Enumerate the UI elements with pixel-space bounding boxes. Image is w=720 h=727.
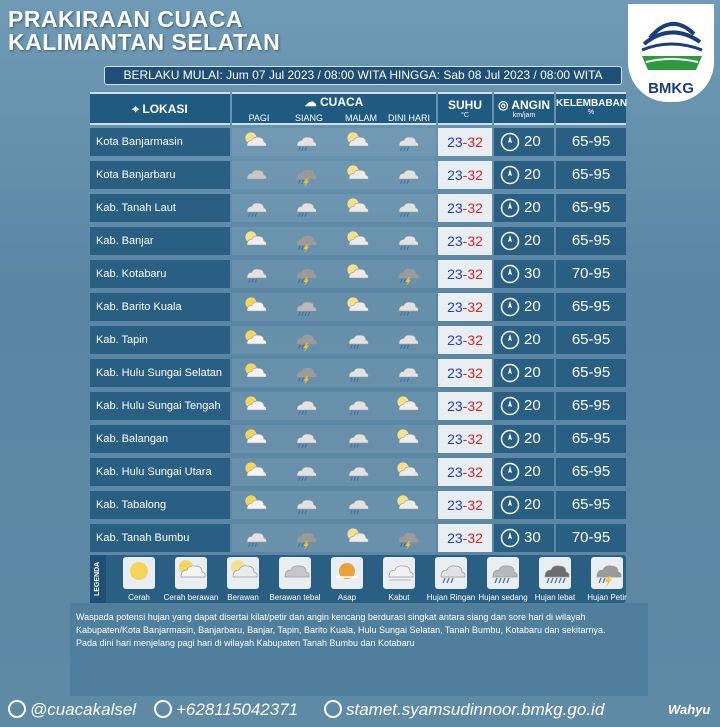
cerah-icon: [123, 557, 155, 589]
temperature: 23-32: [438, 359, 492, 387]
title-line-2: KALIMANTAN SELATAN: [8, 29, 281, 55]
table-row: [90, 293, 626, 321]
temp-min: 23: [447, 167, 463, 183]
location-name: Kab. Balangan: [90, 425, 230, 453]
legend-label: Hujan lebat: [534, 593, 576, 602]
table-row: [90, 524, 626, 552]
wind-speed: [494, 227, 554, 255]
weather-icons: [232, 458, 436, 486]
hujan-petir-icon: [290, 262, 320, 286]
hujan-petir-icon: [392, 526, 422, 550]
wind-direction-icon: [500, 429, 520, 449]
legend: [90, 555, 626, 603]
berawan-tebal-icon: [279, 557, 311, 589]
legend-item: [580, 557, 634, 603]
cerah-berawan-icon: [240, 427, 270, 451]
humidity: 65-95: [556, 293, 626, 321]
temperature: 23-32: [438, 161, 492, 189]
wind-direction-icon: [500, 231, 520, 251]
temp-min: 23: [447, 233, 463, 249]
whatsapp-icon: [154, 700, 172, 718]
wind-value: 30: [524, 529, 541, 546]
temp-min: 23: [447, 134, 463, 150]
temp-min: 23: [447, 299, 463, 315]
weather-icons: [232, 161, 436, 189]
validity-period: BERLAKU MULAI: Jum 07 Jul 2023 / 08:00 WITA HINGGA: Sab 08 Jul 2023 / 08:00 WITA: [104, 66, 622, 85]
temp-min: 23: [447, 431, 463, 447]
header-angin-label: ANGIN: [511, 98, 551, 112]
location-name: Kab. Hulu Sungai Selatan: [90, 359, 230, 387]
cerah-berawan-icon: [240, 493, 270, 517]
table-row: [90, 227, 626, 255]
temperature: 23-32: [438, 293, 492, 321]
wind-speed: [494, 161, 554, 189]
legend-label: Hujan sedang: [478, 593, 528, 602]
wind-direction-icon: [500, 462, 520, 482]
wind-direction-icon: [500, 330, 520, 350]
hujan-petir-icon: [290, 328, 320, 352]
humidity: 65-95: [556, 161, 626, 189]
humidity: 65-95: [556, 326, 626, 354]
location-name: Kota Banjarmasin: [90, 128, 230, 156]
hujan-ringan-icon: [392, 361, 422, 385]
hujan-ringan-icon: [392, 328, 422, 352]
table-row: [90, 128, 626, 156]
wind-speed: [494, 491, 554, 519]
header-angin-unit: km/jam: [512, 112, 536, 119]
wind-speed: [494, 392, 554, 420]
berawan-icon: [342, 163, 372, 187]
wind-speed: [494, 260, 554, 288]
humidity: 65-95: [556, 359, 626, 387]
legend-label: Cerah: [128, 593, 150, 602]
wind-icon: ◎: [497, 98, 509, 112]
hujan-ringan-icon: [290, 427, 320, 451]
berawan-icon: [240, 229, 270, 253]
legend-label: Kabut: [388, 593, 410, 602]
hujan-ringan-icon: [342, 394, 372, 418]
bmkg-logo-label: BMKG: [648, 80, 694, 97]
temp-min: 23: [447, 497, 463, 513]
legend-label: Asap: [337, 593, 357, 602]
hujan-ringan-icon: [342, 328, 372, 352]
legend-label: Cerah berawan: [163, 593, 219, 602]
location-pin-icon: ⌖: [132, 102, 140, 116]
hujan-ringan-icon: [290, 493, 320, 517]
hujan-ringan-icon: [392, 196, 422, 220]
hujan-ringan-icon: [435, 557, 467, 589]
temp-max: 32: [467, 167, 483, 183]
cerah-berawan-icon: [240, 394, 270, 418]
footer-phone[interactable]: [154, 700, 298, 720]
table-row: [90, 326, 626, 354]
berawan-icon: [240, 130, 270, 154]
berawan-icon: [392, 460, 422, 484]
temperature: 23-32: [438, 227, 492, 255]
temp-min: 23: [447, 266, 463, 282]
location-name: Kab. Tanah Laut: [90, 194, 230, 222]
temperature: 23-32: [438, 260, 492, 288]
berawan-tebal-icon: [240, 163, 270, 187]
wind-direction-icon: [500, 264, 520, 284]
cerah-berawan-icon: [240, 361, 270, 385]
berawan-icon: [342, 295, 372, 319]
legend-label: Berawan tebal: [269, 593, 321, 602]
hujan-petir-icon: [290, 163, 320, 187]
hujan-ringan-icon: [240, 526, 270, 550]
humidity: 70-95: [556, 524, 626, 552]
humidity: 65-95: [556, 491, 626, 519]
location-name: Kab. Hulu Sungai Utara: [90, 458, 230, 486]
warning-line-2: Kabupaten/Kota Banjarmasin, Banjarbaru, Banjar, Tapin, Barito Kuala, Hulu Sungai Selatan, Tanah Bumbu, Kotabaru dan sekitarnya.: [76, 625, 606, 635]
footer-instagram[interactable]: [8, 700, 136, 720]
wind-speed: [494, 326, 554, 354]
wind-value: 20: [524, 463, 541, 480]
temperature: 23-32: [438, 128, 492, 156]
hujan-ringan-icon: [290, 130, 320, 154]
temp-max: 32: [467, 332, 483, 348]
period-malam: MALAM: [344, 113, 377, 123]
title-line-1: PRAKIRAAN CUACA: [8, 6, 243, 32]
berawan-icon: [342, 526, 372, 550]
asap-icon: [331, 557, 363, 589]
humidity: 65-95: [556, 458, 626, 486]
temp-max: 32: [467, 365, 483, 381]
cerah-berawan-icon: [240, 295, 270, 319]
cerah-berawan-icon: [240, 328, 270, 352]
website-url: stamet.syamsudinnoor.bmkg.go.id: [346, 700, 605, 719]
wind-speed: [494, 128, 554, 156]
location-name: Kab. Tanah Bumbu: [90, 524, 230, 552]
weather-icons: [232, 326, 436, 354]
table-row: [90, 425, 626, 453]
cloud-icon: ☁: [304, 95, 317, 109]
berawan-icon: [392, 493, 422, 517]
table-row: [90, 260, 626, 288]
temp-max: 32: [467, 530, 483, 546]
weather-icons: [232, 227, 436, 255]
hujan-ringan-icon: [240, 196, 270, 220]
wind-value: 20: [524, 430, 541, 447]
wind-value: 20: [524, 199, 541, 216]
table-row: [90, 161, 626, 189]
table-row: [90, 458, 626, 486]
temperature: 23-32: [438, 524, 492, 552]
temperature: 23-32: [438, 326, 492, 354]
header-kelembaban: [556, 92, 626, 125]
wind-direction-icon: [500, 495, 520, 515]
weather-icons: [232, 260, 436, 288]
berawan-icon: [392, 394, 422, 418]
hujan-ringan-icon: [342, 361, 372, 385]
kabut-icon: [383, 557, 415, 589]
humidity: 65-95: [556, 392, 626, 420]
header-cuaca: [232, 92, 436, 125]
footer-website[interactable]: [324, 700, 604, 720]
weather-icons: [232, 359, 436, 387]
header-suhu: [438, 92, 492, 125]
wind-direction-icon: [500, 528, 520, 548]
instagram-handle: @cuacakalsel: [30, 700, 137, 719]
hujan-ringan-icon: [392, 130, 422, 154]
temp-max: 32: [467, 398, 483, 414]
hujan-ringan-icon: [290, 460, 320, 484]
weather-icons: [232, 293, 436, 321]
berawan-icon: [227, 557, 259, 589]
temperature: 23-32: [438, 392, 492, 420]
hujan-ringan-icon: [392, 295, 422, 319]
header-lokasi-label: LOKASI: [142, 102, 188, 116]
wind-speed: [494, 194, 554, 222]
wind-speed: [494, 458, 554, 486]
wind-speed: [494, 293, 554, 321]
weather-icons: [232, 128, 436, 156]
wind-direction-icon: [500, 132, 520, 152]
temp-min: 23: [447, 332, 463, 348]
hujan-ringan-icon: [392, 163, 422, 187]
period-siang: SIANG: [294, 113, 323, 123]
wind-direction-icon: [500, 198, 520, 218]
humidity: 65-95: [556, 128, 626, 156]
temp-min: 23: [447, 530, 463, 546]
weather-icons: [232, 524, 436, 552]
temperature: 23-32: [438, 458, 492, 486]
wind-direction-icon: [500, 297, 520, 317]
warning-line-3: Pada dini hari menjelang pagi hari di wilayah Kabupaten Tanah Bumbu dan Kotabaru: [76, 638, 415, 648]
legend-label: Hujan Ringan: [426, 593, 476, 602]
header-kelembaban-label: KELEMBABAN: [556, 98, 628, 109]
period-dini-hari: DINI HARI: [387, 113, 430, 123]
humidity: 65-95: [556, 194, 626, 222]
temp-max: 32: [467, 134, 483, 150]
phone-number: +628115042371: [176, 700, 299, 719]
legend-tag: LEGENDA: [90, 555, 106, 603]
location-name: Kab. Barito Kuala: [90, 293, 230, 321]
cerah-berawan-icon: [175, 557, 207, 589]
wind-value: 20: [524, 232, 541, 249]
hujan-ringan-icon: [240, 262, 270, 286]
header-lokasi: [90, 92, 230, 125]
legend-label: Berawan: [227, 593, 259, 602]
instagram-icon: [8, 700, 26, 718]
temp-max: 32: [467, 464, 483, 480]
location-name: Kab. Tabalong: [90, 491, 230, 519]
hujan-ringan-icon: [342, 427, 372, 451]
wind-value: 20: [524, 298, 541, 315]
location-name: Kab. Kotabaru: [90, 260, 230, 288]
hujan-ringan-icon: [290, 394, 320, 418]
berawan-icon: [342, 229, 372, 253]
header-suhu-label: SUHU: [447, 98, 482, 112]
header-kelembaban-unit: %: [587, 109, 595, 116]
wind-value: 30: [524, 265, 541, 282]
table-row: [90, 392, 626, 420]
page-title: [8, 8, 280, 54]
weather-icons: [232, 392, 436, 420]
temp-max: 32: [467, 200, 483, 216]
location-name: Kab. Tapin: [90, 326, 230, 354]
humidity: 70-95: [556, 260, 626, 288]
temperature: 23-32: [438, 425, 492, 453]
hujan-ringan-icon: [342, 493, 372, 517]
header-cuaca-label: CUACA: [320, 95, 364, 109]
berawan-icon: [392, 427, 422, 451]
wind-value: 20: [524, 331, 541, 348]
location-name: Kota Banjarbaru: [90, 161, 230, 189]
hujan-ringan-icon: [342, 460, 372, 484]
hujan-petir-icon: [591, 557, 623, 589]
hujan-petir-icon: [290, 361, 320, 385]
wind-speed: [494, 425, 554, 453]
berawan-icon: [342, 196, 372, 220]
temperature: 23-32: [438, 491, 492, 519]
humidity: 65-95: [556, 425, 626, 453]
temp-max: 32: [467, 497, 483, 513]
location-name: Kab. Banjar: [90, 227, 230, 255]
table-row: [90, 359, 626, 387]
temp-max: 32: [467, 431, 483, 447]
wind-value: 20: [524, 496, 541, 513]
temperature: 23-32: [438, 194, 492, 222]
period-pagi: PAGI: [248, 113, 270, 123]
signature: Wahyu: [668, 702, 711, 717]
wind-direction-icon: [500, 165, 520, 185]
location-name: Kab. Hulu Sungai Tengah: [90, 392, 230, 420]
wind-direction-icon: [500, 363, 520, 383]
temp-min: 23: [447, 200, 463, 216]
temp-min: 23: [447, 464, 463, 480]
hujan-sedang-icon: [487, 557, 519, 589]
hujan-petir-icon: [290, 229, 320, 253]
hujan-ringan-icon: [290, 196, 320, 220]
warning-notice: [70, 603, 648, 696]
wind-speed: [494, 359, 554, 387]
wind-value: 20: [524, 364, 541, 381]
wind-direction-icon: [500, 396, 520, 416]
temp-max: 32: [467, 266, 483, 282]
hujan-ringan-icon: [392, 229, 422, 253]
berawan-icon: [342, 262, 372, 286]
cerah-berawan-icon: [240, 460, 270, 484]
weather-icons: [232, 425, 436, 453]
temp-min: 23: [447, 398, 463, 414]
table-row: [90, 491, 626, 519]
weather-icons: [232, 194, 436, 222]
table-row: [90, 194, 626, 222]
header-suhu-unit: °C: [461, 112, 469, 119]
temp-max: 32: [467, 299, 483, 315]
globe-icon: [324, 700, 342, 718]
humidity: 65-95: [556, 227, 626, 255]
hujan-sedang-icon: [290, 295, 320, 319]
warning-line-1: Waspada potensi hujan yang dapat disertai kilat/petir dan angin kencang berdurasi singkat antara siang dan sore hari di wilayah: [76, 612, 586, 622]
temp-min: 23: [447, 365, 463, 381]
footer: [0, 698, 720, 727]
wind-speed: [494, 524, 554, 552]
wind-value: 20: [524, 166, 541, 183]
berawan-icon: [342, 130, 372, 154]
hujan-lebat-icon: [539, 557, 571, 589]
temp-max: 32: [467, 233, 483, 249]
bmkg-logo: [628, 4, 714, 102]
legend-label: Hujan Petir: [587, 593, 627, 602]
weather-icons: [232, 491, 436, 519]
wind-value: 20: [524, 397, 541, 414]
hujan-petir-icon: [392, 262, 422, 286]
hujan-petir-icon: [290, 526, 320, 550]
header-angin: [494, 92, 554, 125]
wind-value: 20: [524, 133, 541, 150]
